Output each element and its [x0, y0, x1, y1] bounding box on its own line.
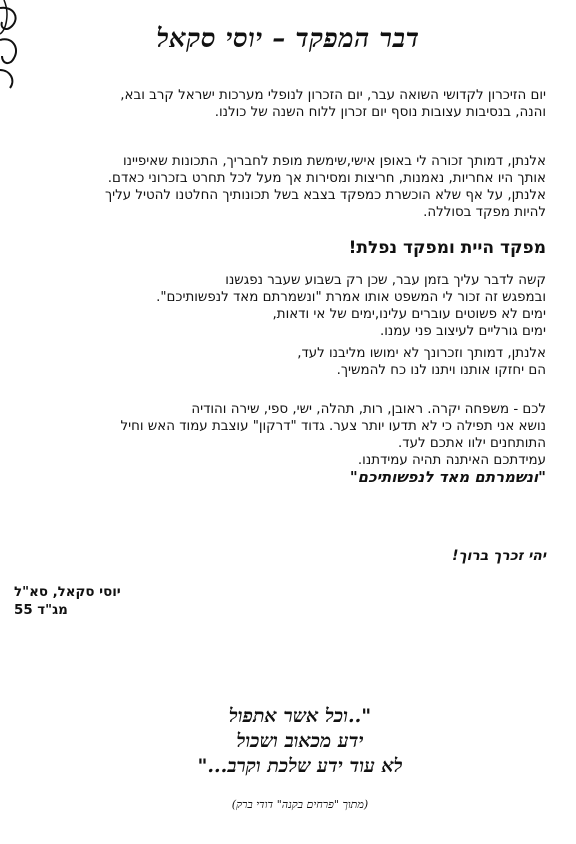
- text-line: לכם - משפחה יקרה. ראובן, רות, תהלה, ישי, ספי, שירה והודיה: [191, 402, 546, 417]
- paragraph-family: [14, 401, 546, 486]
- subheading: מפקד היית ומפקד נפלת!: [348, 238, 546, 258]
- poem-line: ידע מכאוב ושכול: [236, 730, 364, 752]
- text-line: ימים לא פשוטים עוברים עלינו,ימים של אי ודאות,: [272, 307, 546, 322]
- text-line: עמידתכם האיתנה תהיה עמידתנו.: [357, 453, 546, 468]
- paragraph-character: [14, 153, 546, 221]
- text-line: הם יחזקו אותנו ויתנו לנו כח להמשיך.: [336, 363, 546, 378]
- text-line: אלנתן, דמותך זכורה לי באופן אישי,שימשת מופת לחבריך, התכונות שאיפיינו: [122, 154, 546, 169]
- poem-line: "..וכל אשר אתפול: [228, 705, 372, 727]
- text-line: ימים גורליים לעיצוב פני עמנו.: [380, 324, 546, 339]
- closing-quote: "ונשמרתם מאד לנפשותיכם": [349, 468, 546, 486]
- poem-quote: [150, 704, 450, 779]
- poem-credit: (מתוך "פרחים בקנה" דודי ברק): [231, 798, 369, 811]
- poem-line: לא עוד ידע שלכת וקרב...": [197, 755, 403, 777]
- paragraph-remembrance-days: [14, 87, 546, 121]
- paragraph-last-meeting: [14, 272, 546, 340]
- text-line: ובמפגש זה זכור לי המשפט אותו אמרת "ונשמרתם מאד לנפשותיכם".: [156, 290, 546, 305]
- text-line: להיות מפקד בסוללה.: [423, 205, 546, 220]
- text-line: אלנתן, על אף שלא הוכשרת כמפקד בצבא בשל תכונותיך החלטנו להטיל עליך: [104, 188, 546, 203]
- text-line: קשה לדבר עליך בזמן עבר, שכן רק בשבוע שעבר נפגשנו: [225, 273, 546, 288]
- text-line: אלנתן, דמותך וזכרונך לא ימושו מליבנו לעד,: [297, 346, 546, 361]
- signature-title: מג"ד 55: [14, 603, 68, 618]
- floral-swirl-ornament: [0, 0, 22, 92]
- text-line: נושא אני תפילה כי לא תדעו יותר צער. גדוד "דרקון" עוצבת עמוד האש וחיל: [120, 419, 546, 434]
- signature-block: [14, 584, 121, 620]
- page-title: דבר המפקד – יוסי סקאל: [156, 24, 420, 54]
- text-line: והנה, בנסיבות עצובות נוסף יום זכרון ללוח השנה של כולנו.: [214, 105, 546, 120]
- text-line: יום הזיכרון לקדושי השואה עבר, יום הזכרון לנופלי מערכות ישראל קרב ובא,: [120, 88, 546, 103]
- paragraph-memory: [14, 345, 546, 379]
- blessing: יהי זכרך ברוך!: [452, 548, 546, 564]
- signature-name: יוסי סקאל, סא"ל: [14, 585, 121, 600]
- text-line: התותחנים ילוו אתכם לעד.: [398, 436, 546, 451]
- text-line: אותך היו אחריות, נאמנות, חריצות ומסירות אך מעל לכל תחרט בזכרוני כאדם.: [107, 171, 546, 186]
